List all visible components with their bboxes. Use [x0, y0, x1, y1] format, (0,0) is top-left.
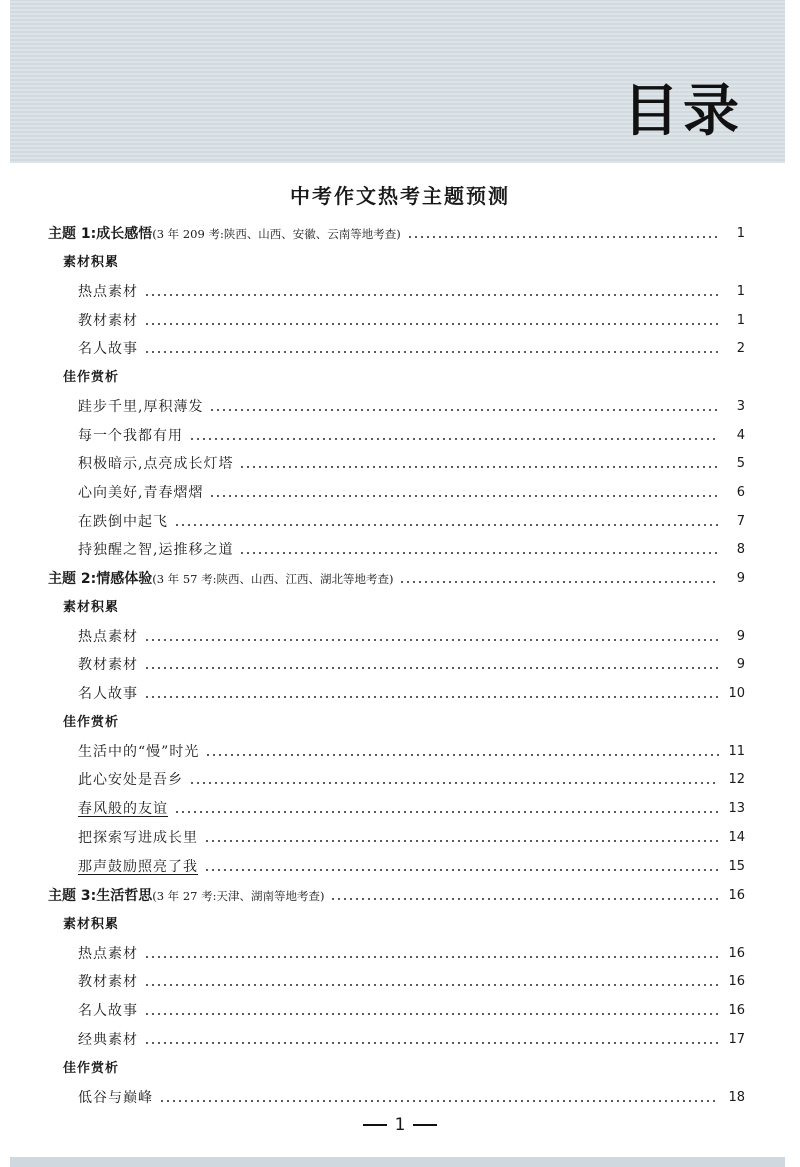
- section-title: 佳作赏析: [63, 715, 120, 730]
- entry-title: 名人故事: [78, 1003, 138, 1019]
- entry-title: 春风般的友谊: [78, 801, 168, 817]
- dot-leader: [209, 495, 719, 497]
- toc-entry[interactable]: [78, 1030, 745, 1050]
- entry-title: 那声鼓励照亮了我: [78, 859, 198, 875]
- toc-section: [63, 598, 745, 618]
- topic-note: (3 年 27 考:天津、湖南等地考查): [152, 889, 325, 903]
- dot-leader: [399, 581, 719, 583]
- page-number: 6: [736, 485, 745, 500]
- page-number: 1: [736, 226, 745, 241]
- page-number: 1: [736, 313, 745, 328]
- dot-leader: [239, 466, 719, 468]
- dot-leader: [144, 1013, 719, 1015]
- toc-entry[interactable]: [78, 799, 745, 819]
- dot-leader: [144, 351, 719, 353]
- page-number: 17: [728, 1032, 745, 1047]
- page-number: 9: [736, 629, 745, 644]
- toc-entry[interactable]: [78, 483, 745, 503]
- page-number: 9: [736, 657, 745, 672]
- toc-entry[interactable]: [78, 282, 745, 302]
- entry-title: 每一个我都有用: [78, 428, 183, 444]
- topic-title: 主题 2:情感体验: [48, 571, 153, 587]
- page-number: 12: [728, 772, 745, 787]
- toc-section: [63, 713, 745, 733]
- page-number: 3: [736, 399, 745, 414]
- page-number: 8: [736, 542, 745, 557]
- header-band: [10, 0, 785, 163]
- dot-leader: [209, 409, 719, 411]
- toc-section: [63, 253, 745, 273]
- page-number: 13: [728, 801, 745, 816]
- page-number: 16: [728, 974, 745, 989]
- dash-decoration: [363, 1124, 387, 1126]
- dot-leader: [189, 782, 719, 784]
- toc-entry[interactable]: [78, 857, 745, 877]
- dot-leader: [144, 956, 719, 958]
- toc-topic-1[interactable]: [48, 224, 745, 244]
- topic-note: (3 年 209 考:陕西、山西、安徽、云南等地考查): [152, 227, 401, 241]
- dot-leader: [205, 754, 719, 756]
- page-number: 14: [728, 830, 745, 845]
- entry-title: 低谷与巅峰: [78, 1090, 153, 1106]
- toc-entry[interactable]: [78, 311, 745, 331]
- entry-title: 在跌倒中起飞: [78, 514, 168, 530]
- page-number: 16: [728, 1003, 745, 1018]
- entry-title: 热点素材: [78, 629, 138, 645]
- toc-topic-2[interactable]: [48, 569, 745, 589]
- toc-entry[interactable]: [78, 972, 745, 992]
- dot-leader: [174, 524, 719, 526]
- footer-page-value: 1: [394, 1115, 406, 1135]
- toc-entry[interactable]: [78, 426, 745, 446]
- entry-title: 心向美好,青春熠熠: [78, 485, 204, 501]
- entry-title: 把探索写进成长里: [78, 830, 198, 846]
- dot-leader: [407, 236, 719, 238]
- toc-entry[interactable]: [78, 397, 745, 417]
- toc-section: [63, 1059, 745, 1079]
- dot-leader: [144, 667, 719, 669]
- dot-leader: [144, 294, 719, 296]
- page-number: 9: [736, 571, 745, 586]
- toc-entry[interactable]: [78, 512, 745, 532]
- section-title: 佳作赏析: [63, 370, 120, 385]
- section-title: 素材积累: [63, 917, 120, 932]
- topic-title: 主题 3:生活哲思: [48, 888, 153, 904]
- entry-title: 热点素材: [78, 284, 138, 300]
- page-number: 2: [736, 341, 745, 356]
- entry-title: 热点素材: [78, 946, 138, 962]
- toc-topic-3[interactable]: [48, 886, 745, 906]
- page-number: 18: [728, 1090, 745, 1105]
- toc-main-title: 中考作文热考主题预测: [290, 184, 510, 208]
- toc-entry[interactable]: [78, 770, 745, 790]
- dot-leader: [144, 323, 719, 325]
- footer-band: [10, 1157, 785, 1167]
- toc-entry[interactable]: [78, 828, 745, 848]
- entry-title: 持独醒之智,运推移之道: [78, 542, 234, 558]
- entry-title: 经典素材: [78, 1032, 138, 1048]
- section-title: 素材积累: [63, 255, 120, 270]
- header-title: 目录: [623, 79, 743, 144]
- dash-decoration: [413, 1124, 437, 1126]
- dot-leader: [144, 696, 719, 698]
- entry-title: 跬步千里,厚积薄发: [78, 399, 204, 415]
- toc-entry[interactable]: [78, 944, 745, 964]
- toc-entry[interactable]: [78, 454, 745, 474]
- dot-leader: [189, 438, 719, 440]
- entry-title: 此心安处是吾乡: [78, 772, 183, 788]
- page-number: 11: [728, 744, 745, 759]
- dot-leader: [239, 552, 719, 554]
- entry-title: 名人故事: [78, 341, 138, 357]
- page-number: 5: [736, 456, 745, 471]
- page-number: 16: [728, 946, 745, 961]
- toc-section: [63, 915, 745, 935]
- entry-title: 教材素材: [78, 974, 138, 990]
- page-number: 16: [728, 888, 745, 903]
- entry-title: 积极暗示,点亮成长灯塔: [78, 456, 234, 472]
- entry-title: 名人故事: [78, 686, 138, 702]
- page-number: 1: [736, 284, 745, 299]
- dot-leader: [330, 898, 719, 900]
- page-number: 7: [736, 514, 745, 529]
- page-number: 4: [736, 428, 745, 443]
- section-title: 佳作赏析: [63, 1061, 120, 1076]
- toc-entry[interactable]: [78, 339, 745, 359]
- dot-leader: [144, 984, 719, 986]
- toc-entry[interactable]: [78, 1088, 745, 1108]
- toc-entry[interactable]: [78, 1001, 745, 1021]
- section-title: 素材积累: [63, 600, 120, 615]
- toc-entry[interactable]: [78, 627, 745, 647]
- entry-title: 教材素材: [78, 657, 138, 673]
- toc-entry[interactable]: [78, 655, 745, 675]
- entry-title: 生活中的“慢”时光: [78, 744, 200, 760]
- dot-leader: [204, 869, 719, 871]
- dot-leader: [159, 1100, 719, 1102]
- footer-page-number: [0, 1115, 800, 1135]
- dot-leader: [204, 840, 719, 842]
- page-number: 15: [728, 859, 745, 874]
- toc-entry[interactable]: [78, 684, 745, 704]
- toc-entry[interactable]: [78, 540, 745, 560]
- entry-title: 教材素材: [78, 313, 138, 329]
- page-number: 10: [728, 686, 745, 701]
- topic-title: 主题 1:成长感悟: [48, 226, 153, 242]
- dot-leader: [144, 639, 719, 641]
- topic-note: (3 年 57 考:陕西、山西、江西、湖北等地考查): [152, 572, 394, 586]
- dot-leader: [174, 811, 719, 813]
- toc-section: [63, 368, 745, 388]
- toc-entry[interactable]: [78, 742, 745, 762]
- dot-leader: [144, 1042, 719, 1044]
